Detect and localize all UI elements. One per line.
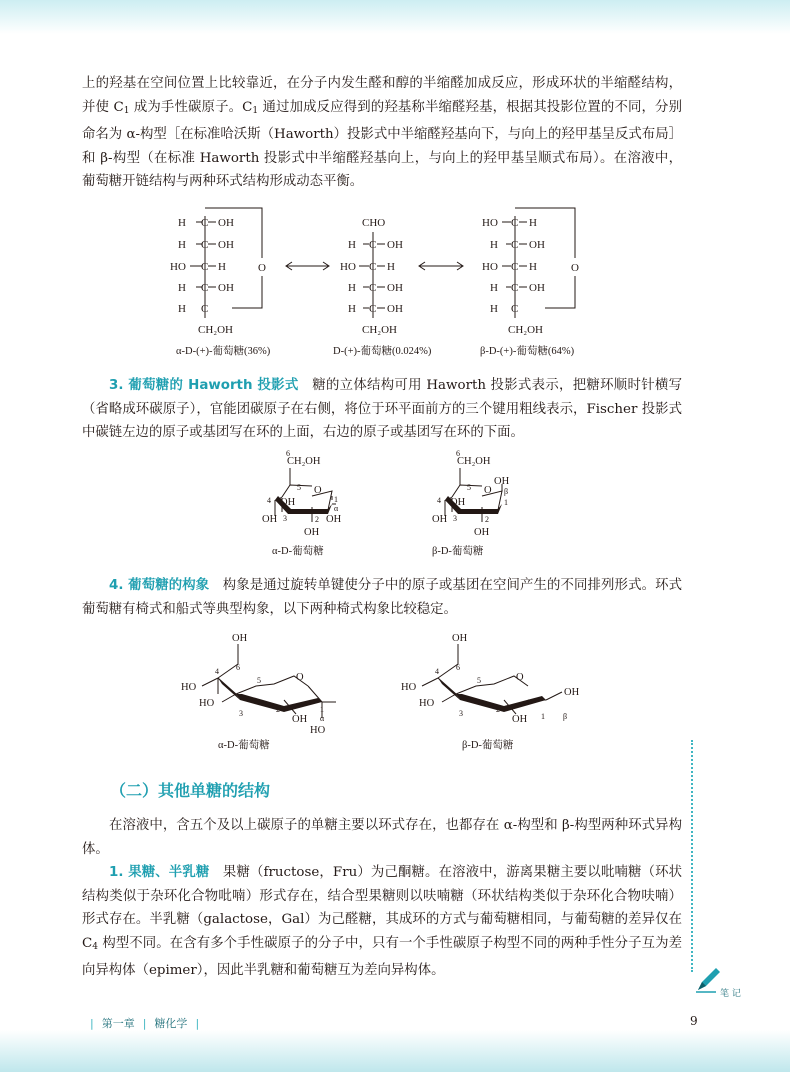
fig3-caption-beta: β-D-葡萄糖 (462, 740, 514, 751)
beta-h1: H (529, 217, 537, 229)
alpha-h-o: O (314, 485, 322, 496)
alpha-c4: C (201, 282, 209, 294)
bottom-color-band (0, 1030, 790, 1072)
alpha-c-n5: 5 (257, 676, 261, 685)
alpha-c-n3: 3 (239, 709, 243, 718)
alpha-oh2: OH (218, 239, 234, 251)
beta-h-n6: 6 (456, 449, 460, 458)
fig1-caption-beta: β-D-(+)-葡萄糖(64%) (480, 346, 575, 357)
beta-h-oh2: OH (474, 527, 490, 538)
beta-h-oh1: OH (494, 476, 510, 487)
alpha-oh1: OH (218, 217, 234, 229)
beta-c2: C (511, 239, 519, 251)
alpha-h2: H (178, 239, 186, 251)
alpha-c-oh6: OH (232, 633, 248, 644)
beta-h-n2: 2 (485, 515, 489, 524)
alpha-h3: H (218, 261, 226, 273)
fig1-caption-alpha: α-D-(+)-葡萄糖(36%) (176, 346, 271, 357)
open-c5: C (369, 303, 377, 315)
alpha-h-n2: 2 (315, 515, 319, 524)
page-number: 9 (690, 1014, 698, 1028)
beta-h-n3: 3 (453, 514, 457, 523)
footer-separator: | (195, 1017, 200, 1030)
beta-h-ch2oh: CH₂OH (457, 456, 491, 467)
beta-h-n5: 5 (467, 483, 471, 492)
alpha-c-n4: 4 (215, 667, 219, 676)
alpha-c-ho3: HO (199, 698, 215, 709)
alpha-chair-c4-bond (218, 678, 240, 700)
beta-c-oh1: OH (564, 687, 580, 698)
open-oh2: OH (387, 239, 403, 251)
alpha-c-ho1: HO (310, 725, 326, 736)
alpha-c1: C (201, 217, 209, 229)
beta-c-beta: β (563, 712, 568, 721)
alpha-h-alpha: α (334, 504, 339, 513)
alpha-ho3: HO (170, 261, 186, 273)
beta-h2: H (490, 239, 498, 251)
beta-h3: H (529, 261, 537, 273)
beta-c-ho3: HO (419, 698, 435, 709)
beta-chair-front-bond (456, 694, 546, 712)
notes-marker (694, 964, 754, 1004)
beta-c5: C (511, 303, 519, 315)
beta-h4: H (490, 282, 498, 294)
notes-dotted-line (691, 740, 693, 972)
running-footer (82, 1015, 207, 1031)
open-oh4: OH (387, 282, 403, 294)
open-c3: C (369, 261, 377, 273)
open-c2: C (369, 239, 377, 251)
paragraph-other-monosaccharides (82, 814, 682, 861)
p1-text: 上的羟基在空间位置上比较靠近，在分子内发生醛和醇的半缩醛加成反应，形成环状的半缩醛结构，并使 C (82, 76, 682, 115)
beta-c1: C (511, 217, 519, 229)
beta-c4: C (511, 282, 519, 294)
c1-subscript-2: 1 (252, 105, 259, 116)
beta-h-oh4: OH (450, 497, 466, 508)
alpha-c-o: O (296, 672, 304, 683)
alpha-c-ho4: HO (181, 682, 197, 693)
alpha-c-oh2: OH (292, 714, 308, 725)
beta-c-n1: 1 (541, 712, 545, 721)
alpha-c5: C (201, 303, 209, 315)
alpha-ch2oh: CH₂OH (198, 324, 234, 336)
alpha-c3: C (201, 261, 209, 273)
p1b-text: 成为手性碳原子。C (129, 99, 253, 115)
fig1-caption-open: D-(+)-葡萄糖(0.024%) (333, 346, 432, 357)
p5b-text: 构型不同。在含有多个手性碳原子的分子中，只有一个手性碳原子构型不同的两种手性分子互为差向异构体（epimer），因此半乳糖和葡萄糖互为差向异构体。 (82, 935, 682, 978)
beta-oh4: OH (529, 282, 545, 294)
beta-ring-o: O (571, 262, 579, 274)
beta-h-n4: 4 (437, 496, 441, 505)
alpha-h-oh2: OH (304, 527, 320, 538)
alpha-h-oh3: OH (262, 514, 278, 525)
open-h3: H (387, 261, 395, 273)
p3-text: 构象是通过旋转单键使分子中的原子或基团在空间产生的不同排列形式。环式葡萄糖有椅式和船式等典型构象，以下两种椅式构象比较稳定。 (82, 578, 682, 617)
alpha-h-n5: 5 (297, 483, 301, 492)
alpha-h-n1: 1 (334, 495, 338, 504)
c4-subscript: 4 (92, 941, 98, 952)
alpha-h-oh1: OH (326, 514, 342, 525)
open-ho3: HO (340, 261, 356, 273)
beta-c3: C (511, 261, 519, 273)
paragraph-fructose-galactose (82, 861, 682, 983)
fig2-caption-alpha: α-D-葡萄糖 (272, 546, 324, 557)
alpha-c-n2: 2 (276, 705, 280, 714)
open-h5: H (348, 303, 356, 315)
c1-subscript: 1 (123, 105, 130, 116)
alpha-h4: H (178, 282, 186, 294)
open-cho: CHO (362, 217, 386, 229)
p5-text: 果糖（fructose，Fru）为己酮糖。在溶液中，游离果糖主要以吡喃糖（环状结构类似于杂环化合物吡喃）形式存在，结合型果糖则以呋喃糖（环状结构类似于杂环化合物呋喃）形式存在。半乳糖（galactose，Gal）为己醛糖，其成环的方式与葡萄糖相同，与葡萄糖的差异仅在 C (82, 865, 682, 951)
footer-separator: | (142, 1017, 147, 1030)
conformation-heading: 4. 葡萄糖的构象 (109, 578, 210, 593)
beta-h5: H (490, 303, 498, 315)
alpha-h-ch2oh: CH₂OH (287, 456, 321, 467)
p1c-text: 通过加成反应得到的羟基称半缩醛羟基，根据其投影位置的不同，分别命名为 α-构型［在标准哈沃斯（Haworth）投影式中半缩醛羟基向下，与向上的羟甲基呈反式布局］和 β-构型（在标准 Haworth 投影式中半缩醛羟基向上，与向上的羟甲基呈顺式布局）。在溶液中，葡萄糖开链结构与两种环式结构形成动态平衡。 (82, 99, 682, 189)
footer-chapter: 第一章 (101, 1017, 135, 1030)
section-title-other-monosaccharides: （二）其他单糖的结构 (110, 781, 271, 800)
open-oh5: OH (387, 303, 403, 315)
footer-title: 糖化学 (154, 1017, 188, 1030)
beta-oh2: OH (529, 239, 545, 251)
beta-c-oh6: OH (452, 633, 468, 644)
alpha-ring-o: O (258, 262, 266, 274)
alpha-h-n6: 6 (286, 449, 290, 458)
haworth-heading: 3. 葡萄糖的 Haworth 投影式 (109, 378, 299, 393)
p2-text: 糖的立体结构可用 Haworth 投影式表示，把糖环顺时针横写（省略成环碳原子），官能团碳原子在右侧，将位于环平面前方的三个键用粗线表示，Fischer 投影式中碳链左边的原子或基团写在环的上面，右边的原子或基团写在环的下面。 (82, 378, 682, 440)
beta-ho3: HO (482, 261, 498, 273)
beta-ch2oh: CH₂OH (508, 324, 544, 336)
alpha-c-n6: 6 (236, 663, 240, 672)
open-ch2oh: CH₂OH (362, 324, 398, 336)
beta-c-n2: 2 (496, 705, 500, 714)
fig2-caption-beta: β-D-葡萄糖 (432, 546, 484, 557)
footer-separator: | (90, 1017, 94, 1030)
alpha-h5: H (178, 303, 186, 315)
beta-c-oh2: OH (512, 714, 528, 725)
alpha-c-alpha: α (320, 714, 325, 723)
beta-c-n6: 6 (456, 663, 460, 672)
alpha-c2: C (201, 239, 209, 251)
beta-h-n1: 1 (504, 498, 508, 507)
beta-h-beta: β (504, 487, 509, 496)
beta-c-n5: 5 (477, 676, 481, 685)
alpha-oh4: OH (218, 282, 234, 294)
beta-ho1: HO (482, 217, 498, 229)
fig3-caption-alpha: α-D-葡萄糖 (218, 740, 270, 751)
notes-label: 笔 记 (720, 989, 741, 999)
beta-c-ho4: HO (401, 682, 417, 693)
beta-c-o: O (516, 672, 524, 683)
alpha-h-n3: 3 (283, 514, 287, 523)
alpha-h-n4: 4 (267, 496, 271, 505)
beta-c-n4: 4 (435, 667, 439, 676)
alpha-c-n1: 1 (320, 705, 324, 714)
beta-h-oh3: OH (432, 514, 448, 525)
p4-text: 在溶液中，含五个及以上碳原子的单糖主要以环式存在，也都存在 α-构型和 β-构型两种环式异构体。 (82, 818, 682, 857)
beta-c-n3: 3 (459, 709, 463, 718)
beta-h-o: O (484, 485, 492, 496)
open-h2: H (348, 239, 356, 251)
fructose-heading: 1. 果糖、半乳糖 (109, 865, 210, 880)
alpha-h1: H (178, 217, 186, 229)
alpha-h-oh4: OH (280, 497, 296, 508)
open-c4: C (369, 282, 377, 294)
beta-chair-c4-bond (438, 678, 460, 700)
open-h4: H (348, 282, 356, 294)
